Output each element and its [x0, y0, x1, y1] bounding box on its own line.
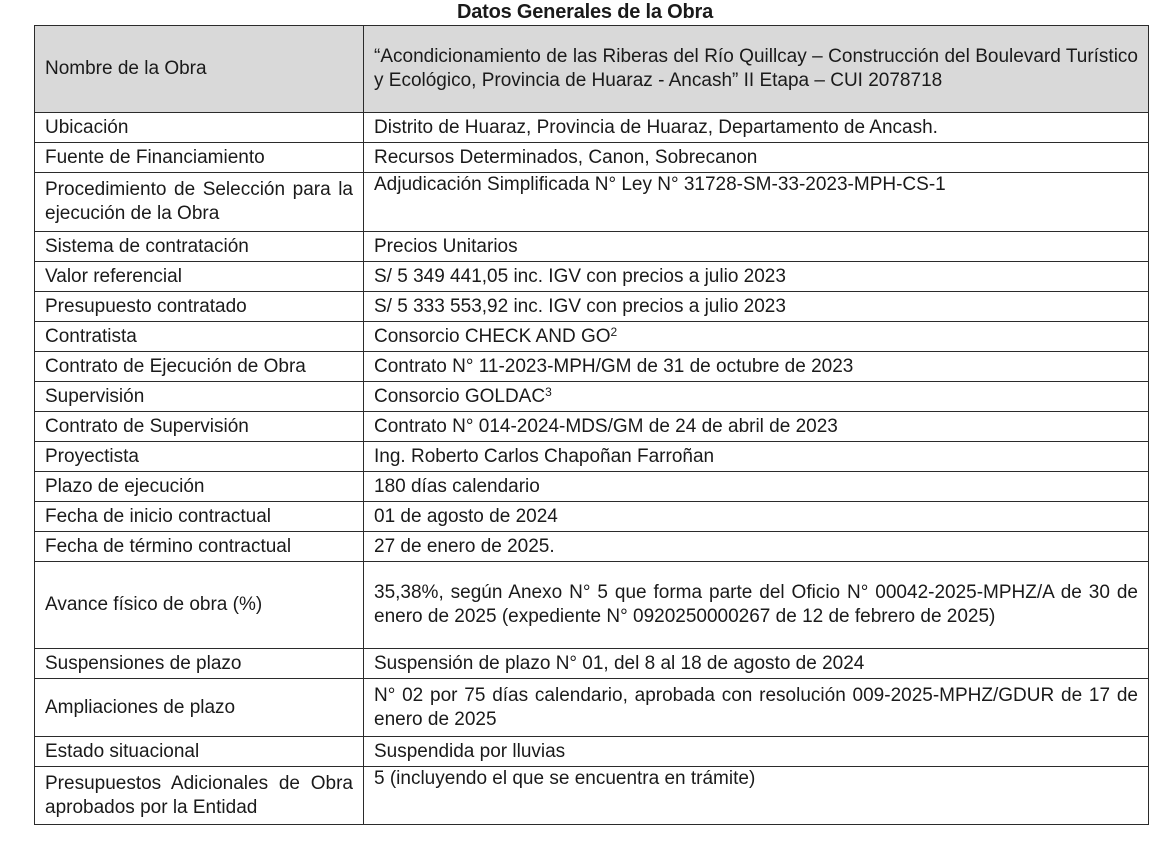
row-value: 5 (incluyendo el que se encuentra en trámite) — [364, 767, 1149, 825]
row-value: Distrito de Huaraz, Provincia de Huaraz, Departamento de Ancash. — [364, 113, 1149, 143]
table-row — [35, 737, 1149, 767]
table-row — [35, 767, 1149, 825]
row-value: 01 de agosto de 2024 — [364, 502, 1149, 532]
row-value-cell — [364, 322, 1149, 352]
row-value: 180 días calendario — [364, 472, 1149, 502]
footnote-marker: 2 — [610, 324, 618, 339]
row-label: Fuente de Financiamiento — [35, 143, 364, 173]
row-value: N° 02 por 75 días calendario, aprobada con resolución 009-2025-MPHZ/GDUR de 17 de enero de 2025 — [364, 679, 1149, 737]
row-label: Fecha de término contractual — [35, 532, 364, 562]
row-label: Contrato de Ejecución de Obra — [35, 352, 364, 382]
footnote-marker: 3 — [545, 384, 552, 399]
table-row — [35, 262, 1149, 292]
row-label: Nombre de la Obra — [35, 26, 364, 113]
row-label: Suspensiones de plazo — [35, 649, 364, 679]
table-row — [35, 292, 1149, 322]
row-value: Suspendida por lluvias — [364, 737, 1149, 767]
row-value: Suspensión de plazo N° 01, del 8 al 18 de agosto de 2024 — [364, 649, 1149, 679]
table-row — [35, 649, 1149, 679]
row-value: Precios Unitarios — [364, 232, 1149, 262]
table-row — [35, 502, 1149, 532]
table-row — [35, 382, 1149, 412]
row-label: Fecha de inicio contractual — [35, 502, 364, 532]
row-value: Recursos Determinados, Canon, Sobrecanon — [364, 143, 1149, 173]
table-row — [35, 322, 1149, 352]
table-row — [35, 532, 1149, 562]
contractor-name: Consorcio CHECK AND GO — [374, 325, 611, 347]
supervisor-name: Consorcio GOLDAC — [374, 385, 546, 407]
row-value: S/ 5 333 553,92 inc. IGV con precios a julio 2023 — [364, 292, 1149, 322]
table-title: Datos Generales de la Obra — [456, 1, 714, 23]
row-label: Supervisión — [35, 382, 364, 412]
row-value: Ing. Roberto Carlos Chapoñan Farroñan — [364, 442, 1149, 472]
table-row — [35, 113, 1149, 143]
row-label: Valor referencial — [35, 262, 364, 292]
row-label: Proyectista — [35, 442, 364, 472]
row-label: Procedimiento de Selección para la ejecución de la Obra — [35, 173, 364, 232]
row-label: Estado situacional — [35, 737, 364, 767]
table-row — [35, 143, 1149, 173]
row-label: Presupuesto contratado — [35, 292, 364, 322]
row-value: 27 de enero de 2025. — [364, 532, 1149, 562]
table-row — [35, 562, 1149, 649]
table-row — [35, 352, 1149, 382]
row-label: Ubicación — [35, 113, 364, 143]
table-row — [35, 679, 1149, 737]
row-label: Contratista — [35, 322, 364, 352]
row-value: Adjudicación Simplificada N° Ley N° 31728-SM-33-2023-MPH-CS-1 — [364, 173, 1149, 232]
row-value: “Acondicionamiento de las Riberas del Río Quillcay – Construcción del Boulevard Turístico y Ecológico, Provincia de Huaraz - Ancash” II Etapa – CUI 2078718 — [364, 26, 1149, 113]
row-value: Contrato N° 014-2024-MDS/GM de 24 de abril de 2023 — [364, 412, 1149, 442]
row-label: Presupuestos Adicionales de Obra aprobados por la Entidad — [35, 767, 364, 825]
row-label: Ampliaciones de plazo — [35, 679, 364, 737]
row-value: 35,38%, según Anexo N° 5 que forma parte del Oficio N° 00042-2025-MPHZ/A de 30 de enero de 2025 (expediente N° 0920250000267 de 12 de febrero de 2025) — [364, 562, 1149, 649]
row-label: Plazo de ejecución — [35, 472, 364, 502]
table-row — [35, 173, 1149, 232]
table-row — [35, 472, 1149, 502]
row-value: Contrato N° 11-2023-MPH/GM de 31 de octubre de 2023 — [364, 352, 1149, 382]
row-label: Avance físico de obra (%) — [35, 562, 364, 649]
table-row — [35, 26, 1149, 113]
row-value: S/ 5 349 441,05 inc. IGV con precios a julio 2023 — [364, 262, 1149, 292]
general-data-table — [34, 25, 1149, 825]
row-label: Sistema de contratación — [35, 232, 364, 262]
row-value-cell — [364, 382, 1149, 412]
row-label: Contrato de Supervisión — [35, 412, 364, 442]
table-row — [35, 412, 1149, 442]
table-row — [35, 232, 1149, 262]
table-row — [35, 442, 1149, 472]
